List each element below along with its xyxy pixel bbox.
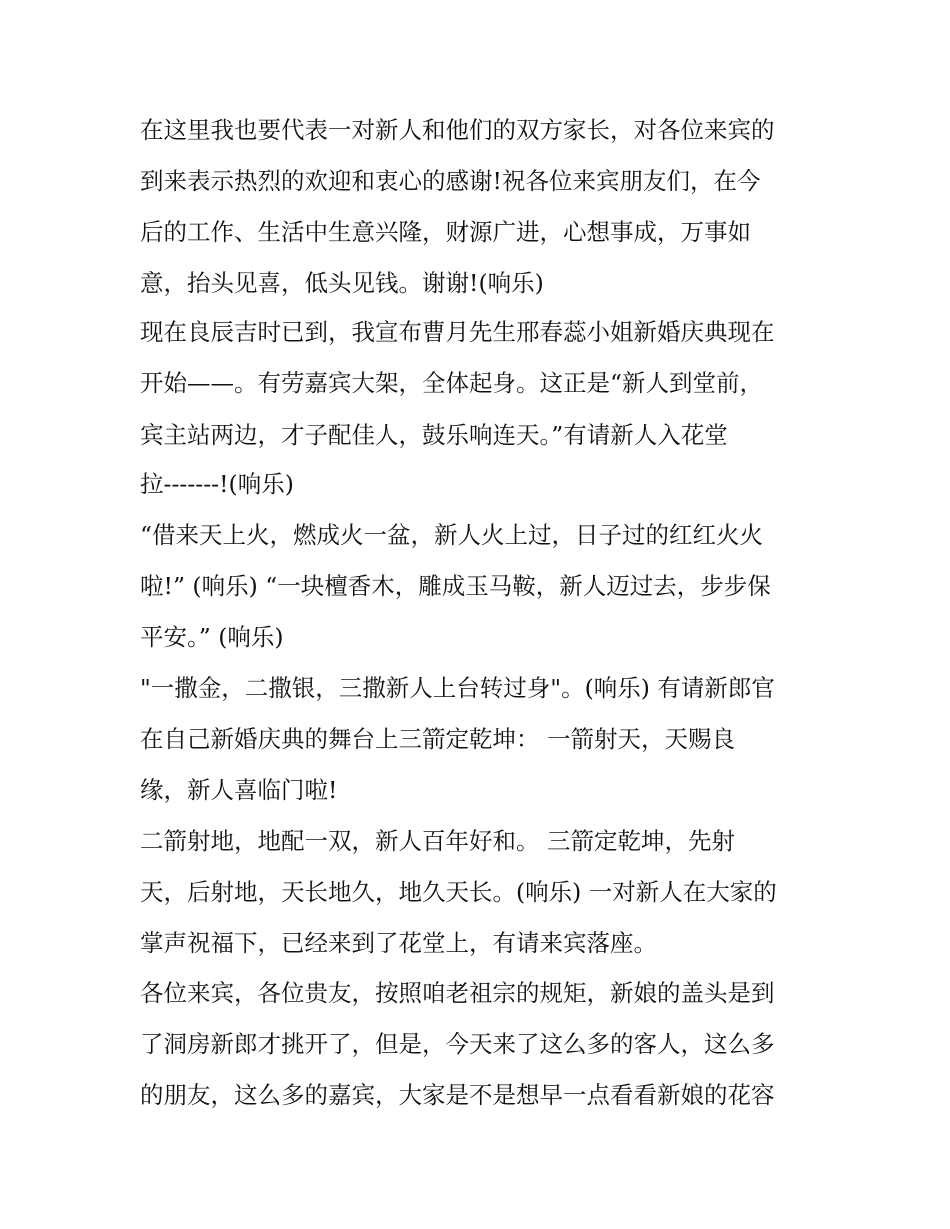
text-line: 在这里我也要代表一对新人和他们的双方家长，对各位来宾的 <box>140 116 775 144</box>
text-line: 缘，新人喜临门啦! <box>140 776 338 804</box>
text-line: 拉-------!(响乐) <box>140 470 294 498</box>
text-line: 现在良辰吉时已到，我宣布曹月先生邢春蕊小姐新婚庆典现在 <box>140 318 775 346</box>
text-line: 各位来宾，各位贵友，按照咱老祖宗的规矩，新娘的盖头是到 <box>140 979 775 1007</box>
text-line: 开始——。有劳嘉宾大架，全体起身。这正是“新人到堂前， <box>140 369 764 397</box>
text-line: 了洞房新郎才挑开了，但是，今天来了这么多的客人，这么多 <box>140 1030 775 1058</box>
text-line: 在自己新婚庆典的舞台上三箭定乾坤： 一箭射天，天赐良 <box>140 725 735 753</box>
text-line: 天，后射地，天长地久，地久天长。(响乐) 一对新人在大家的 <box>140 878 777 906</box>
text-line: "一撒金，二撒银，三撒新人上台转过身"。(响乐) 有请新郎官 <box>140 674 775 702</box>
text-line: 到来表示热烈的欢迎和衷心的感谢!祝各位来宾朋友们，在今 <box>140 167 761 195</box>
text-line: 意，抬头见喜，低头见钱。谢谢!(响乐) <box>140 269 544 297</box>
text-line: 掌声祝福下，已经来到了花堂上，有请来宾落座。 <box>140 929 657 957</box>
text-line: “借来天上火，燃成火一盆，新人火上过，日子过的红红火火 <box>140 521 764 549</box>
text-line: 二箭射地，地配一双，新人百年好和。 三箭定乾坤，先射 <box>140 827 735 855</box>
text-line: 啦!” (响乐) “一块檀香木，雕成玉马鞍，新人迈过去，步步保 <box>140 572 771 600</box>
text-line: 宾主站两边，才子配佳人，鼓乐响连天。”有请新人入花堂 <box>140 421 728 449</box>
text-line: 的朋友，这么多的嘉宾，大家是不是想早一点看看新娘的花容 <box>140 1081 775 1109</box>
text-line: 后的工作、生活中生意兴隆，财源广进，心想事成，万事如 <box>140 218 751 246</box>
text-line: 平安。” (响乐) <box>140 623 284 651</box>
